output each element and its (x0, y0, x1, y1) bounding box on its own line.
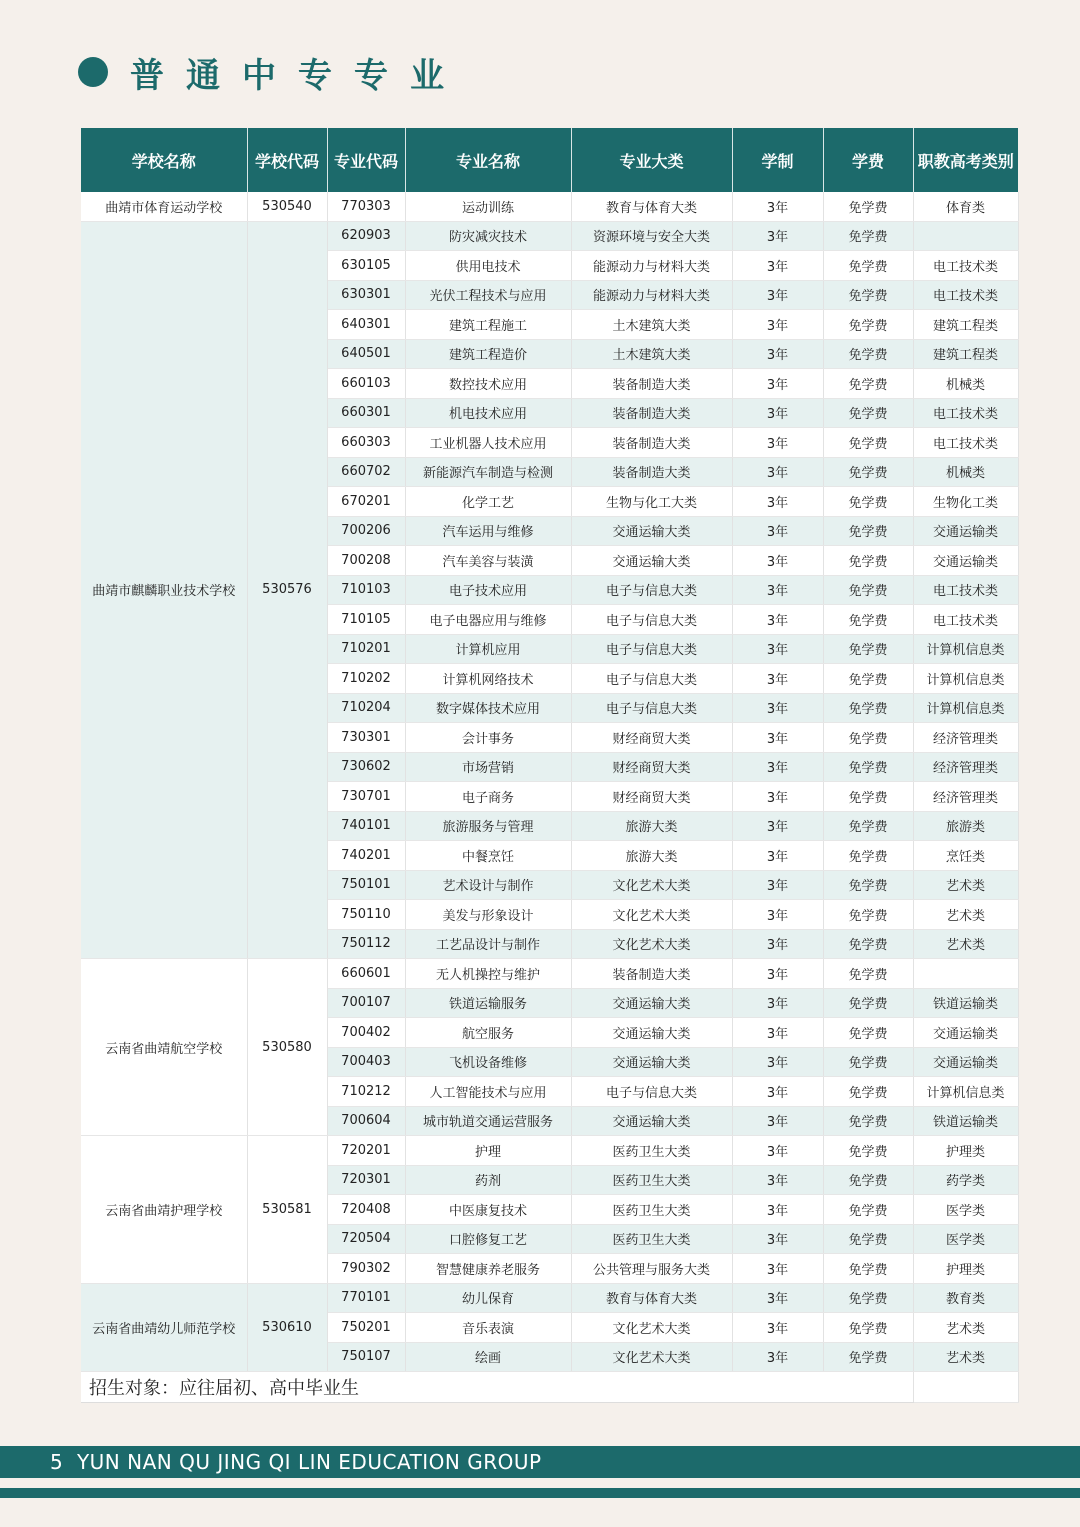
majors-table (81, 128, 1019, 1403)
major-category-cell: 财经商贸大类 (571, 782, 732, 812)
major-name-cell: 汽车运用与维修 (405, 516, 571, 546)
duration-cell: 3年 (732, 605, 823, 635)
tuition-cell: 免学费 (823, 1313, 913, 1343)
tuition-cell: 免学费 (823, 1077, 913, 1107)
major-code-cell: 660702 (327, 457, 405, 487)
tuition-cell: 免学费 (823, 221, 913, 251)
major-category-cell: 旅游大类 (571, 841, 732, 871)
duration-cell: 3年 (732, 575, 823, 605)
tuition-cell: 免学费 (823, 634, 913, 664)
major-code-cell: 790302 (327, 1254, 405, 1284)
major-name-cell: 数字媒体技术应用 (405, 693, 571, 723)
major-name-cell: 幼儿保育 (405, 1283, 571, 1313)
major-category-cell: 交通运输大类 (571, 546, 732, 576)
major-category-cell: 装备制造大类 (571, 398, 732, 428)
header-tuition: 学费 (823, 128, 913, 192)
major-code-cell: 750110 (327, 900, 405, 930)
major-name-cell: 护理 (405, 1136, 571, 1166)
major-category-cell: 交通运输大类 (571, 1018, 732, 1048)
duration-cell: 3年 (732, 870, 823, 900)
duration-cell: 3年 (732, 369, 823, 399)
major-category-cell: 电子与信息大类 (571, 605, 732, 635)
major-category-cell: 交通运输大类 (571, 1047, 732, 1077)
major-code-cell: 720201 (327, 1136, 405, 1166)
major-code-cell: 660301 (327, 398, 405, 428)
exam-category-cell: 计算机信息类 (913, 693, 1018, 723)
major-name-cell: 航空服务 (405, 1018, 571, 1048)
duration-cell: 3年 (732, 428, 823, 458)
major-name-cell: 汽车美容与装潢 (405, 546, 571, 576)
major-code-cell: 700402 (327, 1018, 405, 1048)
table-row (81, 1283, 1018, 1313)
major-name-cell: 无人机操控与维护 (405, 959, 571, 989)
major-name-cell: 电子电器应用与维修 (405, 605, 571, 635)
tuition-cell: 免学费 (823, 251, 913, 281)
exam-category-cell: 电工技术类 (913, 605, 1018, 635)
major-code-cell: 670201 (327, 487, 405, 517)
duration-cell: 3年 (732, 988, 823, 1018)
exam-category-cell: 交通运输类 (913, 1018, 1018, 1048)
duration-cell: 3年 (732, 1224, 823, 1254)
major-code-cell: 620903 (327, 221, 405, 251)
note-empty-cell (913, 1372, 1018, 1403)
major-code-cell: 730701 (327, 782, 405, 812)
major-code-cell: 700107 (327, 988, 405, 1018)
major-code-cell: 630105 (327, 251, 405, 281)
tuition-cell: 免学费 (823, 516, 913, 546)
tuition-cell: 免学费 (823, 811, 913, 841)
duration-cell: 3年 (732, 221, 823, 251)
tuition-cell: 免学费 (823, 1342, 913, 1372)
major-code-cell: 750107 (327, 1342, 405, 1372)
duration-cell: 3年 (732, 929, 823, 959)
exam-category-cell (913, 221, 1018, 251)
major-category-cell: 土木建筑大类 (571, 339, 732, 369)
major-category-cell: 文化艺术大类 (571, 870, 732, 900)
school-name-cell: 云南省曲靖航空学校 (81, 959, 247, 1136)
tuition-cell: 免学费 (823, 723, 913, 753)
header-school-name: 学校名称 (81, 128, 247, 192)
duration-cell: 3年 (732, 782, 823, 812)
major-name-cell: 人工智能技术与应用 (405, 1077, 571, 1107)
tuition-cell: 免学费 (823, 398, 913, 428)
exam-category-cell: 经济管理类 (913, 752, 1018, 782)
table-row (81, 221, 1018, 251)
major-code-cell: 750101 (327, 870, 405, 900)
major-code-cell: 720301 (327, 1165, 405, 1195)
major-code-cell: 720408 (327, 1195, 405, 1225)
tuition-cell: 免学费 (823, 1018, 913, 1048)
exam-category-cell: 铁道运输类 (913, 988, 1018, 1018)
exam-category-cell: 经济管理类 (913, 723, 1018, 753)
tuition-cell: 免学费 (823, 664, 913, 694)
major-code-cell: 770303 (327, 192, 405, 221)
duration-cell: 3年 (732, 900, 823, 930)
exam-category-cell: 铁道运输类 (913, 1106, 1018, 1136)
duration-cell: 3年 (732, 811, 823, 841)
school-name-cell: 曲靖市麒麟职业技术学校 (81, 221, 247, 959)
major-code-cell: 700403 (327, 1047, 405, 1077)
exam-category-cell: 经济管理类 (913, 782, 1018, 812)
major-category-cell: 交通运输大类 (571, 1106, 732, 1136)
major-category-cell: 电子与信息大类 (571, 575, 732, 605)
major-category-cell: 教育与体育大类 (571, 192, 732, 221)
major-code-cell: 710201 (327, 634, 405, 664)
major-name-cell: 防灾减灾技术 (405, 221, 571, 251)
tuition-cell: 免学费 (823, 1254, 913, 1284)
major-name-cell: 音乐表演 (405, 1313, 571, 1343)
note-row (81, 1372, 1018, 1403)
exam-category-cell: 艺术类 (913, 1342, 1018, 1372)
tuition-cell: 免学费 (823, 339, 913, 369)
school-code-cell: 530580 (247, 959, 327, 1136)
major-name-cell: 美发与形象设计 (405, 900, 571, 930)
major-code-cell: 640301 (327, 310, 405, 340)
exam-category-cell: 艺术类 (913, 929, 1018, 959)
tuition-cell: 免学费 (823, 1224, 913, 1254)
tuition-cell: 免学费 (823, 841, 913, 871)
major-name-cell: 数控技术应用 (405, 369, 571, 399)
exam-category-cell: 建筑工程类 (913, 339, 1018, 369)
duration-cell: 3年 (732, 723, 823, 753)
exam-category-cell: 电工技术类 (913, 575, 1018, 605)
major-code-cell: 710105 (327, 605, 405, 635)
tuition-cell: 免学费 (823, 546, 913, 576)
tuition-cell: 免学费 (823, 310, 913, 340)
page-title-text: 普通中专专业 (130, 55, 466, 96)
major-name-cell: 光伏工程技术与应用 (405, 280, 571, 310)
major-name-cell: 工艺品设计与制作 (405, 929, 571, 959)
major-name-cell: 铁道运输服务 (405, 988, 571, 1018)
exam-category-cell: 交通运输类 (913, 546, 1018, 576)
duration-cell: 3年 (732, 959, 823, 989)
tuition-cell: 免学费 (823, 1283, 913, 1313)
major-category-cell: 能源动力与材料大类 (571, 251, 732, 281)
tuition-cell: 免学费 (823, 369, 913, 399)
major-code-cell: 660103 (327, 369, 405, 399)
duration-cell: 3年 (732, 841, 823, 871)
major-name-cell: 会计事务 (405, 723, 571, 753)
major-code-cell: 720504 (327, 1224, 405, 1254)
major-name-cell: 工业机器人技术应用 (405, 428, 571, 458)
page-number: 5 (50, 1450, 64, 1474)
major-code-cell: 710204 (327, 693, 405, 723)
major-category-cell: 教育与体育大类 (571, 1283, 732, 1313)
duration-cell: 3年 (732, 398, 823, 428)
exam-category-cell: 电工技术类 (913, 280, 1018, 310)
duration-cell: 3年 (732, 192, 823, 221)
major-name-cell: 新能源汽车制造与检测 (405, 457, 571, 487)
major-code-cell: 730602 (327, 752, 405, 782)
tuition-cell: 免学费 (823, 1165, 913, 1195)
footer-text (50, 1446, 542, 1478)
major-name-cell: 电子技术应用 (405, 575, 571, 605)
major-category-cell: 文化艺术大类 (571, 929, 732, 959)
school-name-cell: 曲靖市体育运动学校 (81, 192, 247, 221)
duration-cell: 3年 (732, 664, 823, 694)
exam-category-cell: 计算机信息类 (913, 1077, 1018, 1107)
exam-category-cell: 艺术类 (913, 1313, 1018, 1343)
duration-cell: 3年 (732, 457, 823, 487)
tuition-cell: 免学费 (823, 752, 913, 782)
major-name-cell: 计算机应用 (405, 634, 571, 664)
table-row (81, 959, 1018, 989)
footer-line (0, 1488, 1080, 1498)
tuition-cell: 免学费 (823, 1195, 913, 1225)
exam-category-cell: 护理类 (913, 1254, 1018, 1284)
exam-category-cell: 艺术类 (913, 900, 1018, 930)
duration-cell: 3年 (732, 280, 823, 310)
major-code-cell: 710103 (327, 575, 405, 605)
duration-cell: 3年 (732, 1077, 823, 1107)
footer-org-name: YUN NAN QU JING QI LIN EDUCATION GROUP (76, 1450, 542, 1474)
exam-category-cell: 机械类 (913, 457, 1018, 487)
major-category-cell: 电子与信息大类 (571, 664, 732, 694)
table-header-row (81, 128, 1018, 192)
exam-category-cell (913, 959, 1018, 989)
major-category-cell: 旅游大类 (571, 811, 732, 841)
duration-cell: 3年 (732, 693, 823, 723)
major-name-cell: 计算机网络技术 (405, 664, 571, 694)
major-name-cell: 智慧健康养老服务 (405, 1254, 571, 1284)
major-code-cell: 660303 (327, 428, 405, 458)
major-name-cell: 艺术设计与制作 (405, 870, 571, 900)
major-code-cell: 750112 (327, 929, 405, 959)
major-name-cell: 中餐烹饪 (405, 841, 571, 871)
exam-category-cell: 电工技术类 (913, 398, 1018, 428)
major-name-cell: 化学工艺 (405, 487, 571, 517)
exam-category-cell: 药学类 (913, 1165, 1018, 1195)
major-code-cell: 740201 (327, 841, 405, 871)
exam-category-cell: 机械类 (913, 369, 1018, 399)
tuition-cell: 免学费 (823, 605, 913, 635)
exam-category-cell: 电工技术类 (913, 251, 1018, 281)
major-category-cell: 财经商贸大类 (571, 752, 732, 782)
major-code-cell: 700208 (327, 546, 405, 576)
enrollment-note: 招生对象：应往届初、高中毕业生 (81, 1372, 913, 1403)
major-code-cell: 710212 (327, 1077, 405, 1107)
major-category-cell: 文化艺术大类 (571, 1342, 732, 1372)
duration-cell: 3年 (732, 634, 823, 664)
major-name-cell: 电子商务 (405, 782, 571, 812)
header-major-category: 专业大类 (571, 128, 732, 192)
duration-cell: 3年 (732, 251, 823, 281)
major-name-cell: 旅游服务与管理 (405, 811, 571, 841)
header-exam-category: 职教高考类别 (913, 128, 1018, 192)
duration-cell: 3年 (732, 546, 823, 576)
tuition-cell: 免学费 (823, 693, 913, 723)
page-title (78, 50, 466, 94)
major-code-cell: 630301 (327, 280, 405, 310)
school-code-cell: 530576 (247, 221, 327, 959)
major-category-cell: 交通运输大类 (571, 988, 732, 1018)
major-name-cell: 市场营销 (405, 752, 571, 782)
major-name-cell: 口腔修复工艺 (405, 1224, 571, 1254)
duration-cell: 3年 (732, 487, 823, 517)
major-category-cell: 医药卫生大类 (571, 1136, 732, 1166)
major-name-cell: 运动训练 (405, 192, 571, 221)
major-name-cell: 药剂 (405, 1165, 571, 1195)
school-code-cell: 530610 (247, 1283, 327, 1372)
major-name-cell: 中医康复技术 (405, 1195, 571, 1225)
title-bullet-icon (78, 57, 108, 87)
exam-category-cell: 医学类 (913, 1195, 1018, 1225)
major-category-cell: 土木建筑大类 (571, 310, 732, 340)
exam-category-cell: 教育类 (913, 1283, 1018, 1313)
exam-category-cell: 旅游类 (913, 811, 1018, 841)
duration-cell: 3年 (732, 752, 823, 782)
duration-cell: 3年 (732, 1047, 823, 1077)
major-code-cell: 640501 (327, 339, 405, 369)
exam-category-cell: 艺术类 (913, 870, 1018, 900)
tuition-cell: 免学费 (823, 280, 913, 310)
major-code-cell: 750201 (327, 1313, 405, 1343)
major-name-cell: 建筑工程施工 (405, 310, 571, 340)
major-code-cell: 740101 (327, 811, 405, 841)
tuition-cell: 免学费 (823, 782, 913, 812)
exam-category-cell: 交通运输类 (913, 1047, 1018, 1077)
table-body (81, 192, 1018, 1372)
major-category-cell: 装备制造大类 (571, 457, 732, 487)
major-category-cell: 医药卫生大类 (571, 1165, 732, 1195)
major-category-cell: 文化艺术大类 (571, 1313, 732, 1343)
tuition-cell: 免学费 (823, 457, 913, 487)
duration-cell: 3年 (732, 1283, 823, 1313)
major-category-cell: 电子与信息大类 (571, 1077, 732, 1107)
major-category-cell: 资源环境与安全大类 (571, 221, 732, 251)
tuition-cell: 免学费 (823, 428, 913, 458)
major-category-cell: 医药卫生大类 (571, 1195, 732, 1225)
exam-category-cell: 医学类 (913, 1224, 1018, 1254)
duration-cell: 3年 (732, 1165, 823, 1195)
tuition-cell: 免学费 (823, 959, 913, 989)
major-name-cell: 城市轨道交通运营服务 (405, 1106, 571, 1136)
duration-cell: 3年 (732, 1106, 823, 1136)
major-name-cell: 绘画 (405, 1342, 571, 1372)
exam-category-cell: 体育类 (913, 192, 1018, 221)
exam-category-cell: 生物化工类 (913, 487, 1018, 517)
exam-category-cell: 建筑工程类 (913, 310, 1018, 340)
tuition-cell: 免学费 (823, 870, 913, 900)
exam-category-cell: 电工技术类 (913, 428, 1018, 458)
major-category-cell: 装备制造大类 (571, 959, 732, 989)
duration-cell: 3年 (732, 1342, 823, 1372)
tuition-cell: 免学费 (823, 575, 913, 605)
tuition-cell: 免学费 (823, 1136, 913, 1166)
duration-cell: 3年 (732, 310, 823, 340)
table-row (81, 192, 1018, 221)
duration-cell: 3年 (732, 339, 823, 369)
table-row (81, 1136, 1018, 1166)
exam-category-cell: 计算机信息类 (913, 634, 1018, 664)
exam-category-cell: 烹饪类 (913, 841, 1018, 871)
major-category-cell: 文化艺术大类 (571, 900, 732, 930)
tuition-cell: 免学费 (823, 192, 913, 221)
major-code-cell: 730301 (327, 723, 405, 753)
major-category-cell: 医药卫生大类 (571, 1224, 732, 1254)
school-name-cell: 云南省曲靖护理学校 (81, 1136, 247, 1284)
major-name-cell: 机电技术应用 (405, 398, 571, 428)
tuition-cell: 免学费 (823, 900, 913, 930)
exam-category-cell: 护理类 (913, 1136, 1018, 1166)
header-major-code: 专业代码 (327, 128, 405, 192)
school-name-cell: 云南省曲靖幼儿师范学校 (81, 1283, 247, 1372)
exam-category-cell: 交通运输类 (913, 516, 1018, 546)
tuition-cell: 免学费 (823, 988, 913, 1018)
major-category-cell: 财经商贸大类 (571, 723, 732, 753)
tuition-cell: 免学费 (823, 1106, 913, 1136)
major-name-cell: 供用电技术 (405, 251, 571, 281)
major-code-cell: 770101 (327, 1283, 405, 1313)
major-category-cell: 交通运输大类 (571, 516, 732, 546)
major-category-cell: 电子与信息大类 (571, 693, 732, 723)
school-code-cell: 530540 (247, 192, 327, 221)
major-category-cell: 装备制造大类 (571, 369, 732, 399)
duration-cell: 3年 (732, 1313, 823, 1343)
major-category-cell: 电子与信息大类 (571, 634, 732, 664)
duration-cell: 3年 (732, 1254, 823, 1284)
major-code-cell: 700206 (327, 516, 405, 546)
major-name-cell: 飞机设备维修 (405, 1047, 571, 1077)
header-major-name: 专业名称 (405, 128, 571, 192)
duration-cell: 3年 (732, 516, 823, 546)
major-code-cell: 710202 (327, 664, 405, 694)
tuition-cell: 免学费 (823, 487, 913, 517)
tuition-cell: 免学费 (823, 1047, 913, 1077)
school-code-cell: 530581 (247, 1136, 327, 1284)
header-duration: 学制 (732, 128, 823, 192)
major-name-cell: 建筑工程造价 (405, 339, 571, 369)
major-category-cell: 生物与化工大类 (571, 487, 732, 517)
duration-cell: 3年 (732, 1018, 823, 1048)
major-code-cell: 700604 (327, 1106, 405, 1136)
major-category-cell: 能源动力与材料大类 (571, 280, 732, 310)
major-category-cell: 公共管理与服务大类 (571, 1254, 732, 1284)
exam-category-cell: 计算机信息类 (913, 664, 1018, 694)
header-school-code: 学校代码 (247, 128, 327, 192)
duration-cell: 3年 (732, 1195, 823, 1225)
duration-cell: 3年 (732, 1136, 823, 1166)
tuition-cell: 免学费 (823, 929, 913, 959)
major-category-cell: 装备制造大类 (571, 428, 732, 458)
major-code-cell: 660601 (327, 959, 405, 989)
